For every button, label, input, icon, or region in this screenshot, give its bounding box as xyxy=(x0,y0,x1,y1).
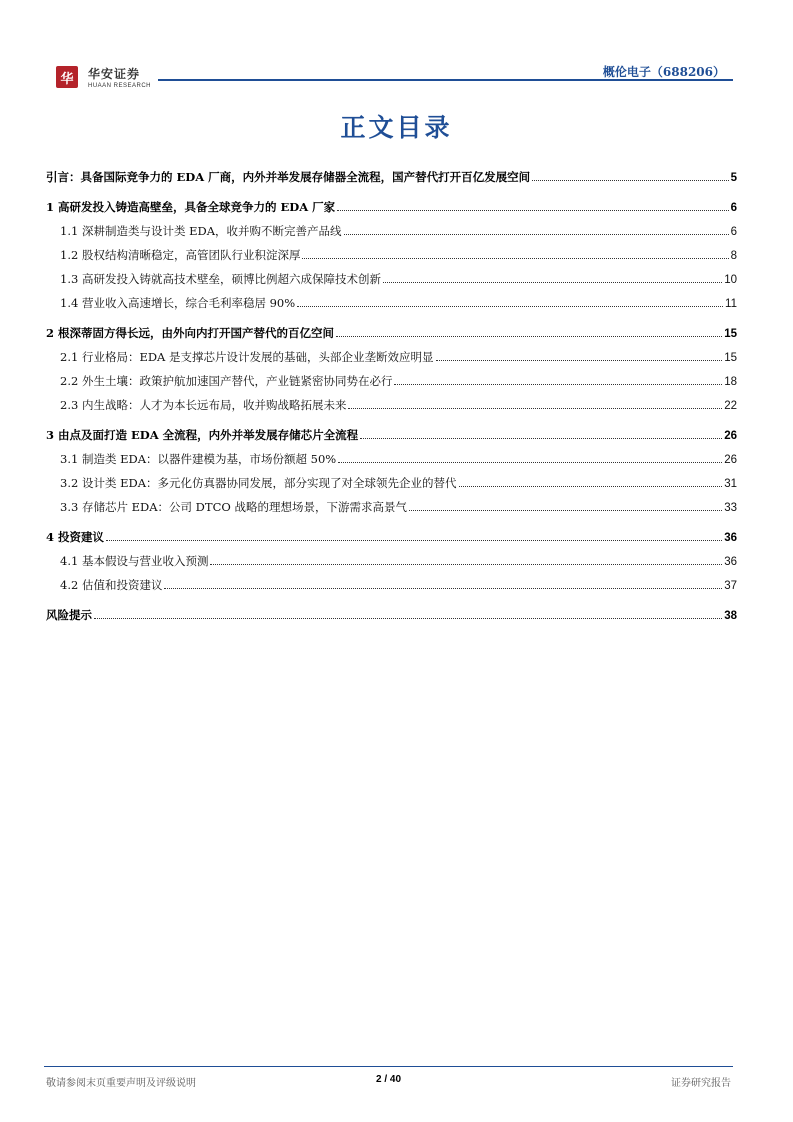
toc-subsection-entry[interactable] xyxy=(46,450,737,474)
toc-entry-page: 6 xyxy=(730,202,737,214)
toc-entry-title: 4.2 估值和投资建议 xyxy=(60,578,163,592)
toc-dot-leader xyxy=(360,426,722,439)
toc-subsection-entry[interactable] xyxy=(46,552,737,576)
toc-entry-page: 36 xyxy=(724,556,737,568)
footer-divider xyxy=(44,1066,733,1067)
toc-section-entry[interactable] xyxy=(46,168,737,192)
toc-dot-leader xyxy=(336,324,722,337)
toc-entry-title: 3.1 制造类 EDA：以器件建模为基，市场份额超 50% xyxy=(60,452,337,466)
header-company: 概伦电子（688206） xyxy=(602,65,725,79)
toc-entry-page: 33 xyxy=(724,502,737,514)
toc-subsection-entry[interactable] xyxy=(46,348,737,372)
toc-entry-page: 26 xyxy=(724,454,737,466)
toc-entry-page: 18 xyxy=(724,376,737,388)
header-divider xyxy=(158,79,733,81)
toc-dot-leader xyxy=(459,474,723,487)
toc-dot-leader xyxy=(348,396,722,409)
huaan-logo-icon: 华 xyxy=(56,66,78,88)
page-footer xyxy=(44,1066,733,1089)
toc-subsection-entry[interactable] xyxy=(46,576,737,600)
toc-entry-title: 2.2 外生土壤：政策护航加速国产替代，产业链紧密协同势在必行 xyxy=(60,374,393,388)
toc-entry-page: 5 xyxy=(730,172,737,184)
toc-subsection-entry[interactable] xyxy=(46,222,737,246)
toc-dot-leader xyxy=(337,198,728,211)
toc-dot-leader xyxy=(210,552,722,565)
toc-dot-leader xyxy=(532,168,728,181)
page-number: 2 / 40 xyxy=(375,1074,402,1085)
toc-entry-title: 3.3 存储芯片 EDA：公司 DTCO 战略的理想场景，下游需求高景气 xyxy=(60,500,407,514)
toc-subsection-entry[interactable] xyxy=(46,372,737,396)
toc-entry-page: 31 xyxy=(724,478,737,490)
toc-subsection-entry[interactable] xyxy=(46,270,737,294)
toc-dot-leader xyxy=(383,270,722,283)
toc-subsection-entry[interactable] xyxy=(46,396,737,420)
footer-disclaimer: 敬请参阅末页重要声明及评级说明 xyxy=(46,1078,196,1089)
toc-entry-page: 37 xyxy=(724,580,737,592)
toc-section-entry[interactable] xyxy=(46,426,737,450)
toc-entry-page: 15 xyxy=(724,328,737,340)
toc-entry-title: 1 高研发投入铸造高壁垒，具备全球竞争力的 EDA 厂家 xyxy=(46,200,336,214)
toc-entry-title: 风险提示 xyxy=(46,608,92,622)
toc-entry-title: 3.2 设计类 EDA：多元化仿真器协同发展，部分实现了对全球领先企业的替代 xyxy=(60,476,457,490)
toc-entry-page: 15 xyxy=(724,352,737,364)
page-title: 正文目录 xyxy=(340,113,453,142)
toc-entry-title: 3 由点及面打造 EDA 全流程，内外并举发展存储芯片全流程 xyxy=(46,428,359,442)
toc-entry-title: 2.3 内生战略：人才为本长远布局，收并购战略拓展未来 xyxy=(60,398,347,412)
logo-name: 华安证券 xyxy=(88,67,141,81)
toc-entry-page: 11 xyxy=(725,298,737,310)
logo-subtitle: HUAAN RESEARCH xyxy=(88,83,152,89)
toc-entry-title: 1.3 高研发投入铸就高技术壁垒，硕博比例超六成保障技术创新 xyxy=(60,272,381,286)
toc-dot-leader xyxy=(297,294,723,307)
toc-subsection-entry[interactable] xyxy=(46,246,737,270)
toc-section-entry[interactable] xyxy=(46,198,737,222)
toc-entry-title: 1.2 股权结构清晰稳定，高管团队行业积淀深厚 xyxy=(60,248,301,262)
toc-dot-leader xyxy=(338,450,722,463)
toc-subsection-entry[interactable] xyxy=(46,294,737,318)
toc-dot-leader xyxy=(106,528,722,541)
toc-entry-page: 38 xyxy=(724,610,737,622)
toc-dot-leader xyxy=(394,372,722,385)
toc-entry-page: 36 xyxy=(724,532,737,544)
toc-entry-title: 2 根深蒂固方得长远，由外向内打开国产替代的百亿空间 xyxy=(46,326,335,340)
toc-entry-title: 1.1 深耕制造类与设计类 EDA，收并购不断完善产品线 xyxy=(60,224,342,238)
toc-dot-leader xyxy=(302,246,728,259)
toc-entry-page: 22 xyxy=(724,400,737,412)
toc-dot-leader xyxy=(94,606,722,619)
toc-entry-title: 引言：具备国际竞争力的 EDA 厂商，内外并举发展存储器全流程，国产替代打开百亿发展空间 xyxy=(46,170,531,184)
toc-entry-title: 4 投资建议 xyxy=(46,530,105,544)
toc-entry-title: 2.1 行业格局：EDA 是支撑芯片设计发展的基础，头部企业垄断效应明显 xyxy=(60,350,434,364)
footer-report-type: 证券研究报告 xyxy=(671,1078,731,1089)
toc-entry-page: 6 xyxy=(730,226,737,238)
toc-entry-page: 26 xyxy=(724,430,737,442)
toc-dot-leader xyxy=(436,348,723,361)
toc-entry-title: 1.4 营业收入高速增长，综合毛利率稳居 90% xyxy=(60,296,296,310)
toc-section-entry[interactable] xyxy=(46,324,737,348)
toc-dot-leader xyxy=(409,498,722,511)
toc-entry-page: 10 xyxy=(724,274,737,286)
page-header xyxy=(44,62,733,102)
toc-dot-leader xyxy=(164,576,722,589)
toc-section-entry[interactable] xyxy=(46,528,737,552)
toc-subsection-entry[interactable] xyxy=(46,498,737,522)
toc-subsection-entry[interactable] xyxy=(46,474,737,498)
toc-entry-page: 8 xyxy=(730,250,737,262)
toc-section-entry[interactable] xyxy=(46,606,737,630)
table-of-contents xyxy=(46,168,737,630)
toc-entry-title: 4.1 基本假设与营业收入预测 xyxy=(60,554,209,568)
toc-dot-leader xyxy=(344,222,729,235)
